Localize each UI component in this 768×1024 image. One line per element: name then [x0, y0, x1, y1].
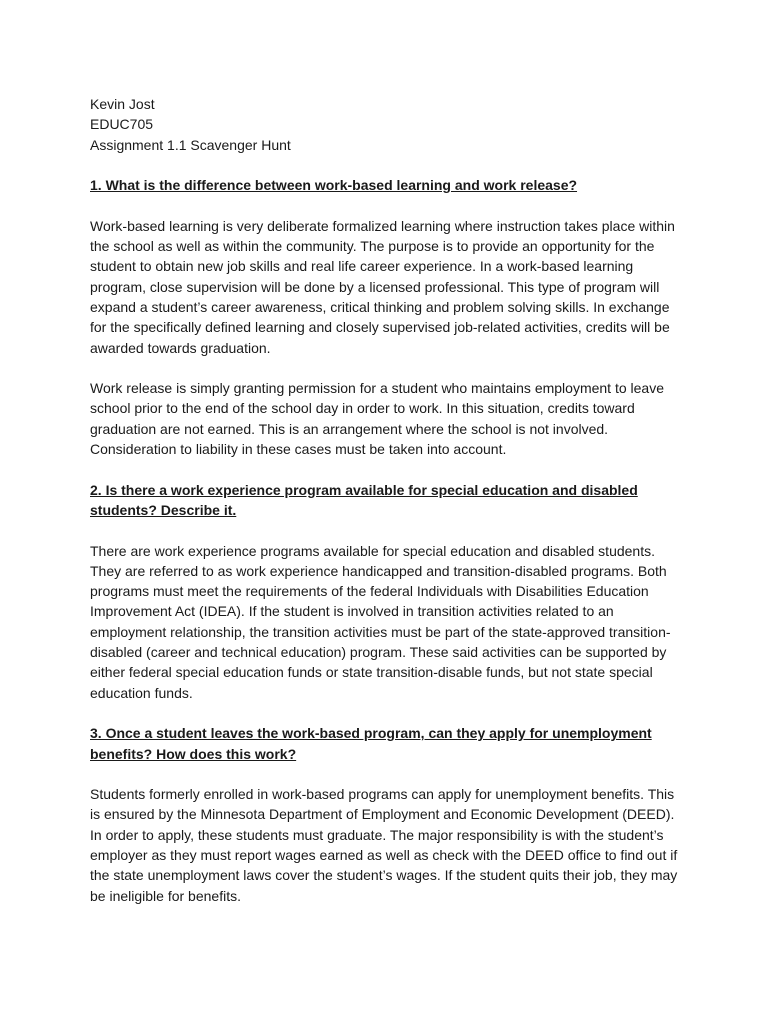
answer-3-paragraph-1: Students formerly enrolled in work-based programs can apply for unemployment benefits. This is ensured by the Minnesota Department of Employment and Economic Development (DEED). In order to apply, these students must graduate. The major responsibility is with the student’s employer as they must report wages earned as well as check with the DEED office to find out if the state unemployment laws cover the student’s wages. If the student quits their job, they may be ineligible for benefits. — [90, 786, 678, 904]
author-name: Kevin Jost — [90, 96, 155, 112]
question-1: 1. What is the difference between work-based learning and work release? — [90, 177, 578, 194]
answer-1-paragraph-1: Work-based learning is very deliberate formalized learning where instruction takes place within the school as well as within the community. The purpose is to provide an opportunity for the student to obtain new job skills and real life career experience. In a work-based learning program, close supervision will be done by a licensed professional. This type of program will expand a student’s career awareness, critical thinking and problem solving skills. In exchange for the specifically defined learning and closely supervised job-related activities, credits will be awarded towards graduation. — [90, 217, 675, 356]
document-page — [90, 94, 680, 906]
answer-1-paragraph-2: Work release is simply granting permission for a student who maintains employment to leave school prior to the end of the school day in order to work. In this situation, credits toward graduation are not earned. This is an arrangement where the school is not involved. Consideration to liability in these cases must be taken into account. — [90, 380, 664, 458]
answer-2-paragraph-1: There are work experience programs available for special education and disabled students. They are referred to as work experience handicapped and transition-disabled programs. Both programs must meet the requirements of the federal Individuals with Disabilities Education Improvement Act (IDEA). If the student is involved in transition activities related to an employment relationship, the transition activities must be part of the state-approved transition-disabled (career and technical education) program. These said activities can be supported by either federal special education funds or state transition-disable funds, but not state special education funds. — [90, 542, 671, 701]
question-3: 3. Once a student leaves the work-based program, can they apply for unemployment benefits? How does this work? — [90, 725, 652, 762]
course-code: EDUC705 — [90, 116, 154, 133]
question-2: 2. Is there a work experience program available for special education and disabled students? Describe it. — [90, 481, 638, 518]
assignment-title: Assignment 1.1 Scavenger Hunt — [90, 136, 291, 153]
